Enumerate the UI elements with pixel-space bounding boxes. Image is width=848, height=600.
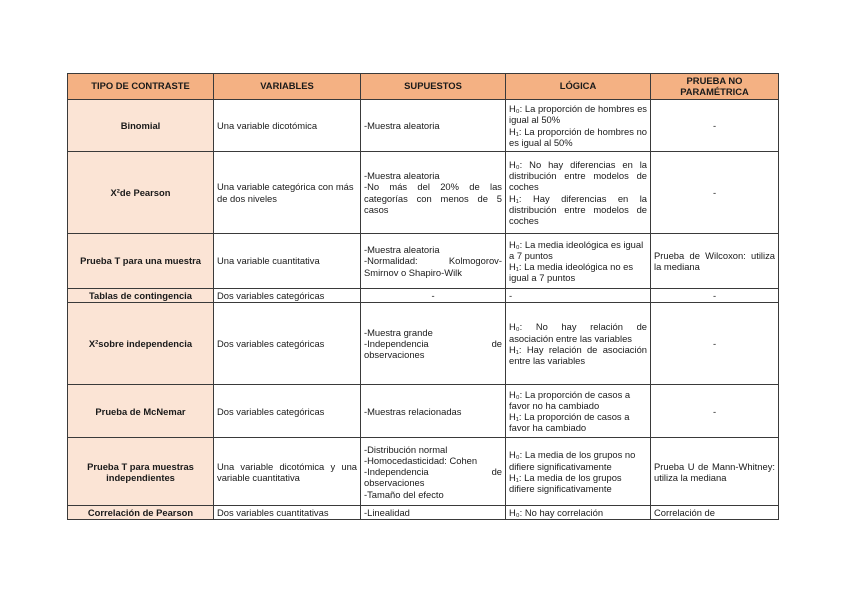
- table-row: [68, 152, 779, 234]
- table-row: [68, 303, 779, 385]
- supuesto-line: -Muestra aleatoria: [364, 119, 440, 131]
- table-row: [68, 506, 779, 520]
- logica-cell: [506, 234, 651, 289]
- supuesto-line: -Distribución normal: [364, 443, 448, 455]
- logica-h0: H₀: La proporción de hombres es igual al 50%: [509, 103, 647, 126]
- supuestos-cell: [361, 438, 506, 506]
- supuesto-line: -Independencia de observaciones: [364, 338, 502, 361]
- table-row: [68, 385, 779, 438]
- table-row: [68, 289, 779, 303]
- logica-h1: H₁: La proporción de casos a favor ha cambiado: [509, 411, 630, 434]
- table-row: [68, 100, 779, 152]
- prueba-cell: -: [651, 152, 779, 234]
- supuesto-line: -Normalidad: Kolmogorov-Smirnov o Shapiro-Wilk: [364, 255, 502, 278]
- tipo-cell: Tablas de contingencia: [68, 289, 214, 303]
- prueba-cell: Prueba de Wilcoxon: utiliza la mediana: [651, 234, 779, 289]
- supuestos-cell: [361, 100, 506, 152]
- logica-h0: H₀: La media de los grupos no difiere significativamente: [509, 449, 636, 472]
- supuestos-cell: -Linealidad: [361, 506, 506, 520]
- logica-h1: H₁: Hay relación de asociación entre las variables: [509, 343, 647, 366]
- variables-cell: Dos variables categóricas: [214, 385, 361, 438]
- supuesto-line: -Muestras relacionadas: [364, 405, 462, 417]
- variables-cell: Una variable categórica con más de dos niveles: [214, 152, 361, 234]
- prueba-cell: -: [651, 100, 779, 152]
- tipo-cell: Prueba de McNemar: [68, 385, 214, 438]
- logica-cell: [506, 100, 651, 152]
- header-supuestos: SUPUESTOS: [361, 74, 506, 100]
- prueba-cell: -: [651, 289, 779, 303]
- supuesto-line: -Independencia de observaciones: [364, 466, 502, 489]
- logica-h0: H₀: La proporción de casos a favor no ha cambiado: [509, 388, 631, 411]
- supuestos-cell: -: [361, 289, 506, 303]
- logica-h1: H₁: La proporción de hombres no es igual al 50%: [509, 125, 647, 148]
- logica-cell: -: [506, 289, 651, 303]
- variables-cell: Una variable dicotómica y una variable cuantitativa: [214, 438, 361, 506]
- logica-h0: H₀: No hay relación de asociación entre las variables: [509, 321, 647, 344]
- supuesto-line: -Muestra grande: [364, 326, 433, 338]
- tipo-cell: Correlación de Pearson: [68, 506, 214, 520]
- logica-cell: [506, 438, 651, 506]
- table-row: [68, 234, 779, 289]
- header-prueba: PRUEBA NO PARAMÉTRICA: [651, 74, 779, 100]
- variables-cell: Dos variables cuantitativas: [214, 506, 361, 520]
- variables-cell: Dos variables categóricas: [214, 303, 361, 385]
- tipo-cell: Prueba T para una muestra: [68, 234, 214, 289]
- table-row: [68, 438, 779, 506]
- supuesto-line: -No más del 20% de las categorías con menos de 5 casos: [364, 181, 502, 215]
- supuesto-line: -Muestra aleatoria: [364, 170, 440, 182]
- prueba-cell: Correlación de: [651, 506, 779, 520]
- supuestos-cell: [361, 303, 506, 385]
- prueba-cell: -: [651, 303, 779, 385]
- prueba-cell: -: [651, 385, 779, 438]
- supuesto-line: -Muestra aleatoria: [364, 244, 440, 256]
- tipo-cell: X²sobre independencia: [68, 303, 214, 385]
- tipo-cell: Binomial: [68, 100, 214, 152]
- logica-h1: H₁: Hay diferencias en la distribución entre modelos de coches: [509, 192, 647, 226]
- header-variables: VARIABLES: [214, 74, 361, 100]
- prueba-cell: Prueba U de Mann-Whitney: utiliza la mediana: [651, 438, 779, 506]
- header-row: [68, 74, 779, 100]
- supuestos-cell: [361, 152, 506, 234]
- header-logica: LÓGICA: [506, 74, 651, 100]
- supuestos-cell: [361, 234, 506, 289]
- variables-cell: Una variable dicotómica: [214, 100, 361, 152]
- logica-h1: H₁: La media de los grupos difiere significativamente: [509, 471, 622, 494]
- tipo-cell: Prueba T para muestras independientes: [68, 438, 214, 506]
- header-tipo: TIPO DE CONTRASTE: [68, 74, 214, 100]
- logica-cell: [506, 152, 651, 234]
- logica-cell: H₀: No hay correlación: [506, 506, 651, 520]
- supuesto-line: -Tamaño del efecto: [364, 488, 444, 500]
- variables-cell: Una variable cuantitativa: [214, 234, 361, 289]
- tipo-cell: X²de Pearson: [68, 152, 214, 234]
- variables-cell: Dos variables categóricas: [214, 289, 361, 303]
- logica-cell: [506, 385, 651, 438]
- supuestos-cell: [361, 385, 506, 438]
- contrast-table: [67, 73, 779, 520]
- supuesto-line: -Homocedasticidad: Cohen: [364, 454, 478, 466]
- logica-h0: H₀: La media ideológica es igual a 7 puntos: [509, 238, 644, 261]
- logica-h0: H₀: No hay diferencias en la distribución entre modelos de coches: [509, 158, 647, 193]
- logica-cell: [506, 303, 651, 385]
- logica-h1: H₁: La media ideológica no es igual a 7 puntos: [509, 261, 634, 284]
